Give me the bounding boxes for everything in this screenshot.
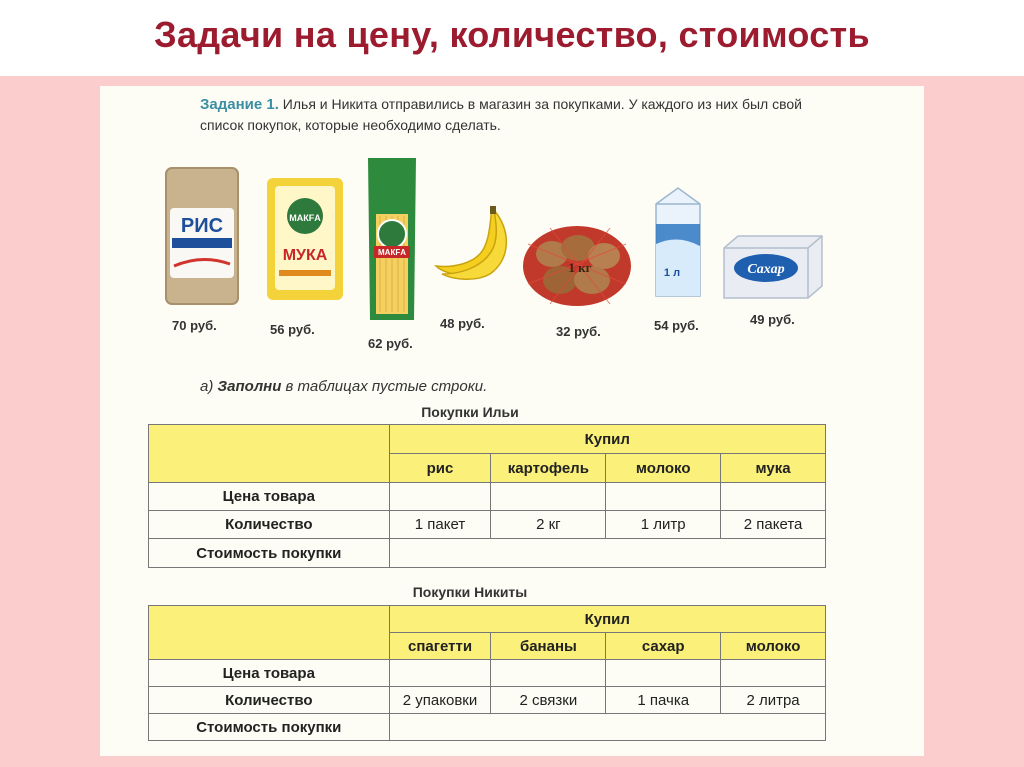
table2-col-3: молоко	[721, 633, 826, 660]
table-row	[149, 511, 826, 539]
table1-caption: Покупки Ильи	[421, 404, 519, 420]
table1-price-cell[interactable]	[721, 483, 826, 511]
table2-price-cell[interactable]	[491, 660, 606, 687]
table2-total-cell[interactable]	[389, 714, 825, 741]
price-bananas: 48 руб.	[440, 316, 485, 331]
table1-corner	[149, 425, 390, 483]
product-milk	[648, 184, 708, 305]
spaghetti-pack-icon	[364, 154, 420, 324]
price-rice: 70 руб.	[172, 318, 217, 333]
flour-brand: МАКFА	[289, 213, 321, 223]
product-flour	[265, 176, 345, 307]
table-row	[149, 539, 826, 568]
table1-header: Купил	[389, 425, 825, 454]
rice-label: РИС	[180, 215, 224, 237]
table-row	[149, 714, 826, 741]
table1-price-cell[interactable]	[606, 483, 721, 511]
price-potatoes: 32 руб.	[556, 324, 601, 339]
price-sugar: 49 руб.	[750, 312, 795, 327]
price-flour: 56 руб.	[270, 322, 315, 337]
product-rice	[164, 166, 240, 311]
table1-col-2: молоко	[606, 454, 721, 483]
worksheet	[100, 86, 924, 756]
product-potatoes	[520, 214, 634, 315]
flour-pack-icon	[265, 176, 345, 302]
table1-row-total-label: Стоимость покупки	[149, 539, 390, 568]
table1-quantity-cell: 2 пакета	[721, 511, 826, 539]
table1-quantity-cell: 1 литр	[606, 511, 721, 539]
table2-col-0: спагетти	[389, 633, 491, 660]
table1-col-0: рис	[389, 454, 491, 483]
rice-bag-icon	[164, 166, 240, 306]
product-spaghetti	[364, 154, 420, 329]
table2-price-cell[interactable]	[389, 660, 491, 687]
table2-caption: Покупки Никиты	[412, 584, 528, 600]
table2-price-cell[interactable]	[721, 660, 826, 687]
instruction-bold: Заполни	[217, 378, 282, 395]
slide-title: Задачи на цену, количество, стоимость	[154, 14, 870, 55]
potatoes-label: 1 кг	[568, 260, 592, 275]
table2-quantity-cell: 2 литра	[721, 687, 826, 714]
table2-corner	[149, 606, 390, 660]
sugar-label: Сахар	[747, 262, 785, 277]
potatoes-bag-icon	[520, 214, 634, 310]
product-sugar	[720, 232, 826, 305]
product-bananas	[432, 204, 518, 287]
table2-row-total-label: Стоимость покупки	[149, 714, 390, 741]
instruction-a	[200, 378, 487, 395]
spaghetti-brand: МАКFА	[378, 248, 406, 257]
table-row	[149, 687, 826, 714]
bananas-icon	[432, 204, 518, 282]
table1-col-3: мука	[721, 454, 826, 483]
flour-label: МУКА	[282, 247, 328, 264]
milk-label: 1 л	[663, 267, 681, 279]
table1-quantity-cell: 2 кг	[491, 511, 606, 539]
task-text	[200, 94, 840, 135]
table-nikita	[148, 605, 826, 741]
table1-price-cell[interactable]	[491, 483, 606, 511]
table2-quantity-cell: 2 упаковки	[389, 687, 491, 714]
table2-col-1: бананы	[491, 633, 606, 660]
table1-price-cell[interactable]	[389, 483, 491, 511]
instruction-prefix: а)	[200, 378, 218, 395]
instruction-rest: в таблицах пустые строки.	[281, 378, 488, 395]
task-lead: Задание 1.	[200, 96, 279, 113]
table2-price-cell[interactable]	[606, 660, 721, 687]
price-milk: 54 руб.	[654, 318, 699, 333]
table1-quantity-cell: 1 пакет	[389, 511, 491, 539]
table-row	[149, 483, 826, 511]
table1-row-quantity-label: Количество	[149, 511, 390, 539]
table1-total-cell[interactable]	[389, 539, 825, 568]
table1-row-price-label: Цена товара	[149, 483, 390, 511]
task-body: Илья и Никита отправились в магазин за покупками. У каждого из них был свой список покупок, которые необходимо сделать.	[200, 96, 802, 133]
table1-col-1: картофель	[491, 454, 606, 483]
table2-row-price-label: Цена товара	[149, 660, 390, 687]
price-spaghetti: 62 руб.	[368, 336, 413, 351]
table2-quantity-cell: 1 пачка	[606, 687, 721, 714]
milk-carton-icon	[648, 184, 708, 300]
table2-row-quantity-label: Количество	[149, 687, 390, 714]
table2-header: Купил	[389, 606, 825, 633]
table2-col-2: сахар	[606, 633, 721, 660]
table2-quantity-cell: 2 связки	[491, 687, 606, 714]
table-ilya	[148, 424, 826, 568]
sugar-pack-icon	[720, 232, 826, 300]
table-row	[149, 660, 826, 687]
